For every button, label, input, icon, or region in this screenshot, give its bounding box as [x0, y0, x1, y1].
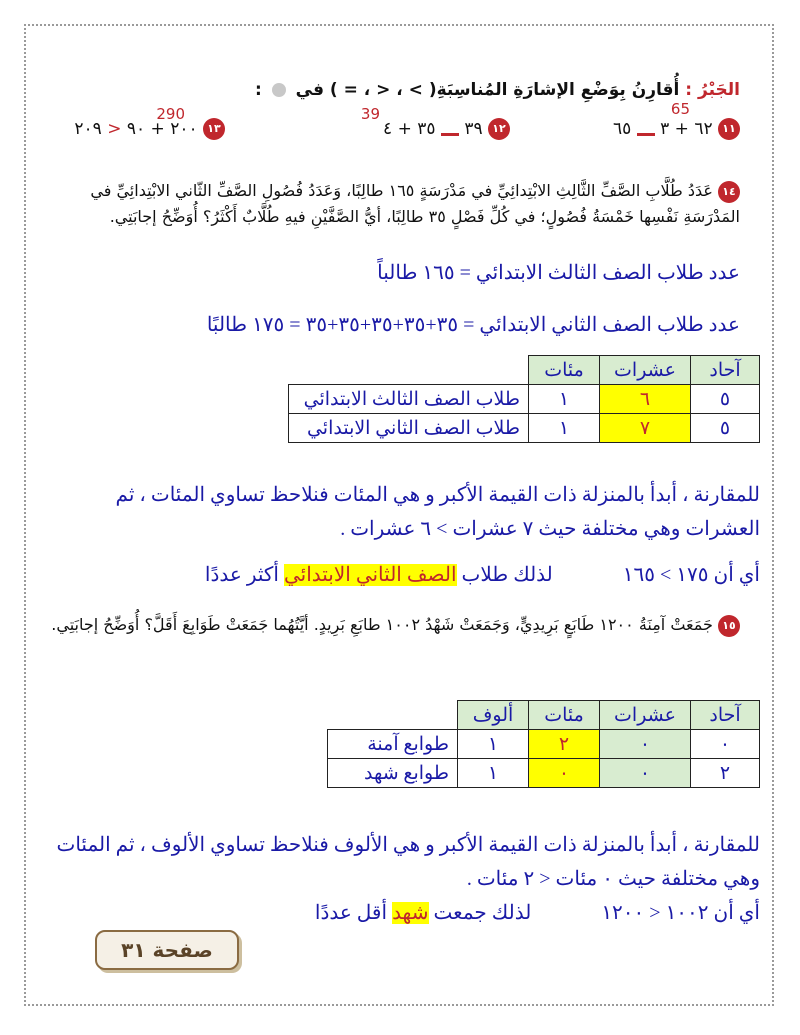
problem-12-left: ٣٩ [464, 119, 483, 139]
handwritten-290: 290 [156, 105, 185, 123]
problem-11-right: ٦٢ + ٣ [660, 119, 713, 139]
answer-less-than-icon: < [107, 119, 122, 139]
problem-12-right: ٣٥ + ٤ [383, 119, 436, 139]
q15-conclusion-highlight: شهد [392, 902, 429, 924]
problem-11-left: ٦٥ [613, 119, 632, 139]
table-row [327, 730, 760, 759]
q15-explanation: للمقارنة ، أبدأ بالمنزلة ذات القيمة الأكبر و هي الألوف فنلاحظ تساوي الألوف ، ثم المئات وهي مختلفة حيث ٠ مئات < ٢ مئات . [56, 834, 760, 890]
question-15-text: جَمَعَتْ آمِنَةُ ١٢٠٠ طَابَعٍ بَرِيدِيٍّ، وَجَمَعَتْ شَهْدُ ١٠٠٢ طابَعِ بَرِيدٍ. أيَّتُهُما جَمَعَتْ طَوَابِعَ أَقَلَّ؟ أُوَضِّحُ إجابَتِي. [51, 615, 713, 634]
cell-tens: ٠ [600, 730, 691, 759]
handwritten-39: 39 [360, 105, 380, 123]
q14-conclusion-lead: لذلك طلاب [461, 564, 553, 586]
question-number-14: ١٤ [718, 181, 740, 203]
table-row [327, 759, 760, 788]
q14-conclusion-highlight: الصف الثاني الابتدائي [283, 564, 457, 586]
question-14-text: عَدَدُ طُلَّابِ الصَّفِّ الثَّالِثِ الابْتِدائِيِّ في مَدْرَسَةٍ ١٦٥ طالِبًا، وَعَدَدُ فُصُولِ الصَّفِّ الثّاني الابْتِدائِيِّ في المَدْرَسَةِ نَفْسِها خَمْسَةُ فُصُولٍ؛ في كُلِّ فَصْلٍ ٣٥ طالِبًا، أيُّ الصَّفَّيْنِ فيهِ طُلَّابٌ أَكْثَرُ؟ أُوَضِّحُ إجابَتِي. [90, 181, 740, 226]
header-hundreds: مئات [529, 701, 600, 730]
problem-12 [383, 118, 510, 140]
q15-conclusion [315, 900, 760, 925]
problem-13-left: ٢٠٩ [74, 119, 102, 139]
section-instruction: أُقارِنُ بِوَضْعِ الإشارَةِ المُناسِبَةِ( > ، < ، = ) في [295, 80, 680, 100]
header-tens: عشرات [600, 701, 691, 730]
q15-place-value-table [327, 700, 761, 788]
table-row [288, 414, 760, 443]
q14-conclusion-tail: أكثر عددًا [204, 564, 279, 586]
header-ones: آحاد [691, 356, 760, 385]
cell-hundreds: ٠ [529, 759, 600, 788]
cell-ones: ٢ [691, 759, 760, 788]
cell-thousands: ١ [458, 759, 529, 788]
cell-hundreds: ١ [529, 414, 600, 443]
section-header [255, 80, 740, 100]
cell-thousands: ١ [458, 730, 529, 759]
question-15 [50, 612, 740, 638]
q14-place-value-table [288, 355, 761, 443]
q14-answer-line-1: عدد طلاب الصف الثالث الابتدائي = ١٦٥ طالباً [377, 262, 740, 284]
cell-label: طلاب الصف الثالث الابتدائي [288, 385, 529, 414]
answer-equals-icon [441, 123, 459, 136]
header-colon: : [254, 80, 262, 100]
question-number-13: ١٣ [203, 118, 225, 140]
cell-tens: ٠ [600, 759, 691, 788]
cell-tens: ٦ [600, 385, 691, 414]
cell-tens: ٧ [600, 414, 691, 443]
cell-label: طوابع شهد [327, 759, 458, 788]
header-tens: عشرات [600, 356, 691, 385]
header-hundreds: مئات [529, 356, 600, 385]
page-number-badge: صفحة ٣١ [95, 930, 239, 970]
q14-answer-line-2: عدد طلاب الصف الثاني الابتدائي = ٣٥+٣٥+٣٥+٣٥+٣٥ = ١٧٥ طالبًا [206, 314, 740, 336]
answer-equals-icon [637, 123, 655, 136]
section-label: الجَبْرُ : [685, 80, 740, 100]
table-header-row [327, 701, 760, 730]
question-number-11: ١١ [718, 118, 740, 140]
cell-ones: ٥ [691, 385, 760, 414]
empty-cell [288, 356, 529, 385]
question-number-12: ١٢ [488, 118, 510, 140]
empty-cell [327, 701, 458, 730]
cell-hundreds: ١ [529, 385, 600, 414]
cell-ones: ٥ [691, 414, 760, 443]
handwritten-65: 65 [670, 100, 690, 118]
problem-11 [613, 118, 740, 140]
problem-13 [74, 118, 225, 140]
problem-13-right: ٢٠٠ + ٩٠ [126, 119, 198, 139]
header-thousands: ألوف [458, 701, 529, 730]
header-ones: آحاد [691, 701, 760, 730]
q14-explanation: للمقارنة ، أبدأ بالمنزلة ذات القيمة الأكبر و هي المئات فنلاحظ تساوي المئات ، ثم العشرات وهي مختلفة حيث ٧ عشرات > ٦ عشرات . [115, 484, 760, 540]
question-14 [50, 178, 740, 230]
blank-circle-icon [272, 83, 286, 97]
q14-conclusion [205, 562, 760, 587]
question-number-15: ١٥ [718, 615, 740, 637]
q14-conclusion-compare: أي أن ١٧٥ > ١٦٥ [622, 564, 760, 586]
cell-ones: ٠ [691, 730, 760, 759]
q15-conclusion-tail: أقل عددًا [314, 902, 388, 924]
cell-hundreds: ٢ [529, 730, 600, 759]
q15-conclusion-lead: لذلك جمعت [433, 902, 532, 924]
table-row [288, 385, 760, 414]
q15-conclusion-compare: أي أن ١٠٠٢ < ١٢٠٠ [601, 902, 760, 924]
cell-label: طوابع آمنة [327, 730, 458, 759]
cell-label: طلاب الصف الثاني الابتدائي [288, 414, 529, 443]
table-header-row [288, 356, 760, 385]
